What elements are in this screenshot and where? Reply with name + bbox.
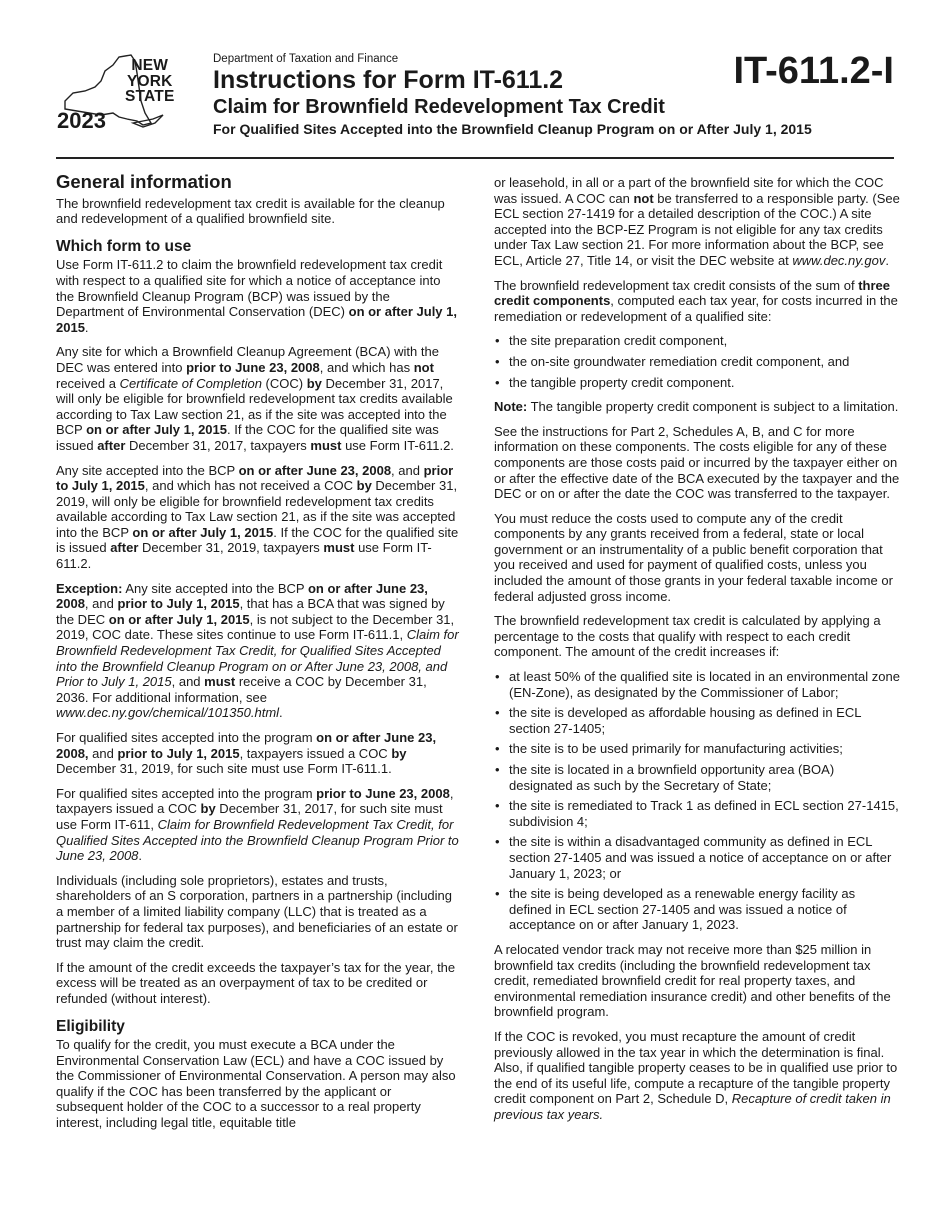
list-item: • the site preparation credit component,: [494, 333, 900, 349]
which-form-paragraph-3: Any site accepted into the BCP on or after June 23, 2008, and prior to July 1, 2015, and which has not received a COC by December 31, 2019, will only be eligible for brownfield redevelopment tax credits available according to Tax Law section 21, as if the site was accepted into the BCP on or after July 1, 2015. If the COC for the qualified site is issued after December 31, 2019, taxpayers must use Form IT-611.2.: [56, 462, 459, 572]
general-paragraph: The brownfield redevelopment tax credit is available for the cleanup and redevelopment of a qualified brownfield site.: [56, 195, 445, 227]
which-form-paragraph-5: For qualified sites accepted into the program on or after June 23, 2008, and prior to July 1, 2015, taxpayers issued a COC by December 31, 2019, for such site must use Form IT-611.1.: [56, 730, 437, 777]
which-form-paragraph-1: Use Form IT-611.2 to claim the brownfield redevelopment tax credit with respect to a qualified site for which a notice of acceptance into the Brownfield Cleanup Program (BCP) was issued by the Department of Environmental Conservation (DEC) on or after July 1, 2015.: [56, 257, 457, 335]
right-paragraph-5: The brownfield redevelopment tax credit is calculated by applying a percentage to the costs that qualify with respect to each credit component. The amount of the credit increases if:: [494, 613, 881, 660]
page-subsubtitle: For Qualified Sites Accepted into the Brownfield Cleanup Program on or After July 1, 2015: [213, 121, 812, 137]
list-item: • the site is being developed as a renewable energy facility as defined in ECL section 27-1405 and was issued a notice of acceptance on or after January 1, 2023.: [494, 886, 900, 933]
list-item: • the site is located in a brownfield opportunity area (BOA) designated as such by the Secretary of State;: [494, 762, 900, 793]
page-subtitle: Claim for Brownfield Redevelopment Tax Credit: [213, 96, 665, 118]
list-item: • the site is remediated to Track 1 as defined in ECL section 27-1415, subdivision 4;: [494, 798, 900, 829]
department-name: Department of Taxation and Finance: [213, 53, 399, 65]
right-paragraph-4: You must reduce the costs used to compute any of the credit components by any grants received from a federal, state or local government or an instrumentality of a public benefit corporation that you received and used for payment of qualified costs, unless you included the amount of those grants in your federal taxable income or federal adjusted gross income.: [494, 510, 893, 604]
dec-link: www.dec.ny.gov/chemical/101350.html: [56, 705, 280, 721]
credit-components-list: [494, 333, 900, 390]
nys-logo: [55, 53, 190, 135]
credit-increase-list: [494, 669, 900, 933]
page-title: Instructions for Form IT-611.2: [213, 66, 564, 94]
which-form-paragraph-8: If the amount of the credit exceeds the taxpayer’s tax for the year, the excess will be treated as an overpayment of tax to be credited or refunded (without interest).: [56, 959, 456, 1006]
right-column: [494, 175, 900, 1131]
right-paragraph-1: or leasehold, in all or a part of the brownfield site for which the COC was issued. A COC can not be transferred to a responsible party. (See ECL section 27-1419 for a detailed description of the COC.) A site accepted into the BCP-EZ Program is not eligible for any tax credits under Tax Law section 21. For more information about the BCP, see ECL, Article 27, Title 14, or visit the DEC website at www.dec.ny.gov.: [494, 175, 900, 268]
which-form-paragraph-6: For qualified sites accepted into the program prior to June 23, 2008, taxpayers issued a COC by December 31, 2017, for such site must use Form IT-611, Claim for Brownfield Redevelopment Tax Credit, for Qualified Sites Accepted into the Brownfield Cleanup Program Prior to June 23, 2008.: [56, 785, 459, 864]
list-item: • the on-site groundwater remediation credit component, and: [494, 354, 900, 370]
eligibility-paragraph: To qualify for the credit, you must execute a BCA under the Environmental Conservation Law (ECL) and have a COC issued by the Commissioner of Environmental Conservation. A person may also qualify if the COC has been transferred by the applicant or subsequent holder of the COC to a successor to a real property interest, including legal title, equitable title: [56, 1037, 456, 1131]
general-information-heading: General information: [56, 171, 232, 192]
dec-website-link: www.dec.ny.gov: [792, 252, 886, 268]
right-paragraph-7: If the COC is revoked, you must recapture the amount of credit previously allowed in the tax year in which the determination is final. Also, if qualified tangible property ceases to be in qualified use prior to the end of its useful life, compute a recapture of the tangible property credit component on Part 2, Schedule D, Recapture of credit taken in previous tax years.: [494, 1028, 898, 1122]
tax-year: 2023: [57, 108, 106, 133]
note-paragraph: Note: The tangible property credit component is subject to a limitation.: [494, 399, 899, 415]
which-form-paragraph-7: Individuals (including sole proprietors), estates and trusts, shareholders of an S corporation, partners in a partnership (including a member of a limited liability company (LLC) that is treated as a partnership for federal tax purposes), and beneficiaries of an estate or trust may claim the credit.: [56, 872, 458, 951]
list-item: • the site is developed as affordable housing as defined in ECL section 27-1405;: [494, 705, 900, 736]
header-divider: [56, 157, 894, 159]
which-form-heading: Which form to use: [56, 237, 192, 255]
right-paragraph-2: The brownfield redevelopment tax credit consists of the sum of three credit components, computed each tax year, for costs incurred in the remediation or redevelopment of a qualified site:: [494, 277, 898, 324]
exception-paragraph: Exception: Any site accepted into the BCP on or after June 23, 2008, and prior to July 1, 2015, that has a BCA that was signed by the DEC on or after July 1, 2015, is not subject to the December 31, 2019, COC date. These sites continue to use Form IT-611.1, Claim for Brownfield Redevelopment Tax Credit, for Qualified Sites Accepted into the Brownfield Cleanup Program on or After June 23, 2008, and Prior to July 1, 2015, and must receive a COC by December 31, 2036. For additional information, see www.dec.ny.gov/chemical/101350.html.: [56, 580, 459, 721]
which-form-paragraph-2: Any site for which a Brownfield Cleanup Agreement (BCA) with the DEC was entered into prior to June 23, 2008, and which has not received a Certificate of Completion (COC) by December 31, 2017, will only be eligible for brownfield redevelopment tax credits available according to Tax Law section 21, as if the site was accepted into the BCP on or after July 1, 2015. If the COC for the qualified site was issued after December 31, 2017, taxpayers must use Form IT-611.2.: [56, 344, 454, 453]
list-item: • the site is to be used primarily for manufacturing activities;: [494, 741, 900, 757]
right-paragraph-6: A relocated vendor track may not receive more than $25 million in brownfield tax credits (including the brownfield redevelopment tax credit, remediated brownfield credit for real property taxes, and environmental remediation insurance credit) and other benefits of the brownfield program.: [494, 941, 891, 1020]
form-number: IT-611.2-I: [733, 50, 894, 92]
list-item: • the tangible property credit component.: [494, 375, 900, 391]
list-item: • at least 50% of the qualified site is located in an environmental zone (EN-Zone), as designated by the Commissioner of Labor;: [494, 669, 900, 700]
left-column: [56, 172, 459, 1140]
eligibility-heading: Eligibility: [56, 1017, 125, 1035]
logo-wordmark: NEW YORK STATE: [125, 57, 175, 105]
right-paragraph-3: See the instructions for Part 2, Schedules A, B, and C for more information on these components. The costs eligible for any of these components are those costs paid or incurred by the taxpayer either on or after the effective date of the BCA executed by the taxpayer and the DEC or on or after the date the COC was transferred to the taxpayer.: [494, 423, 900, 502]
list-item: • the site is within a disadvantaged community as defined in ECL section 27-1405 and was issued a notice of acceptance on or after January 1, 2023; or: [494, 834, 900, 881]
